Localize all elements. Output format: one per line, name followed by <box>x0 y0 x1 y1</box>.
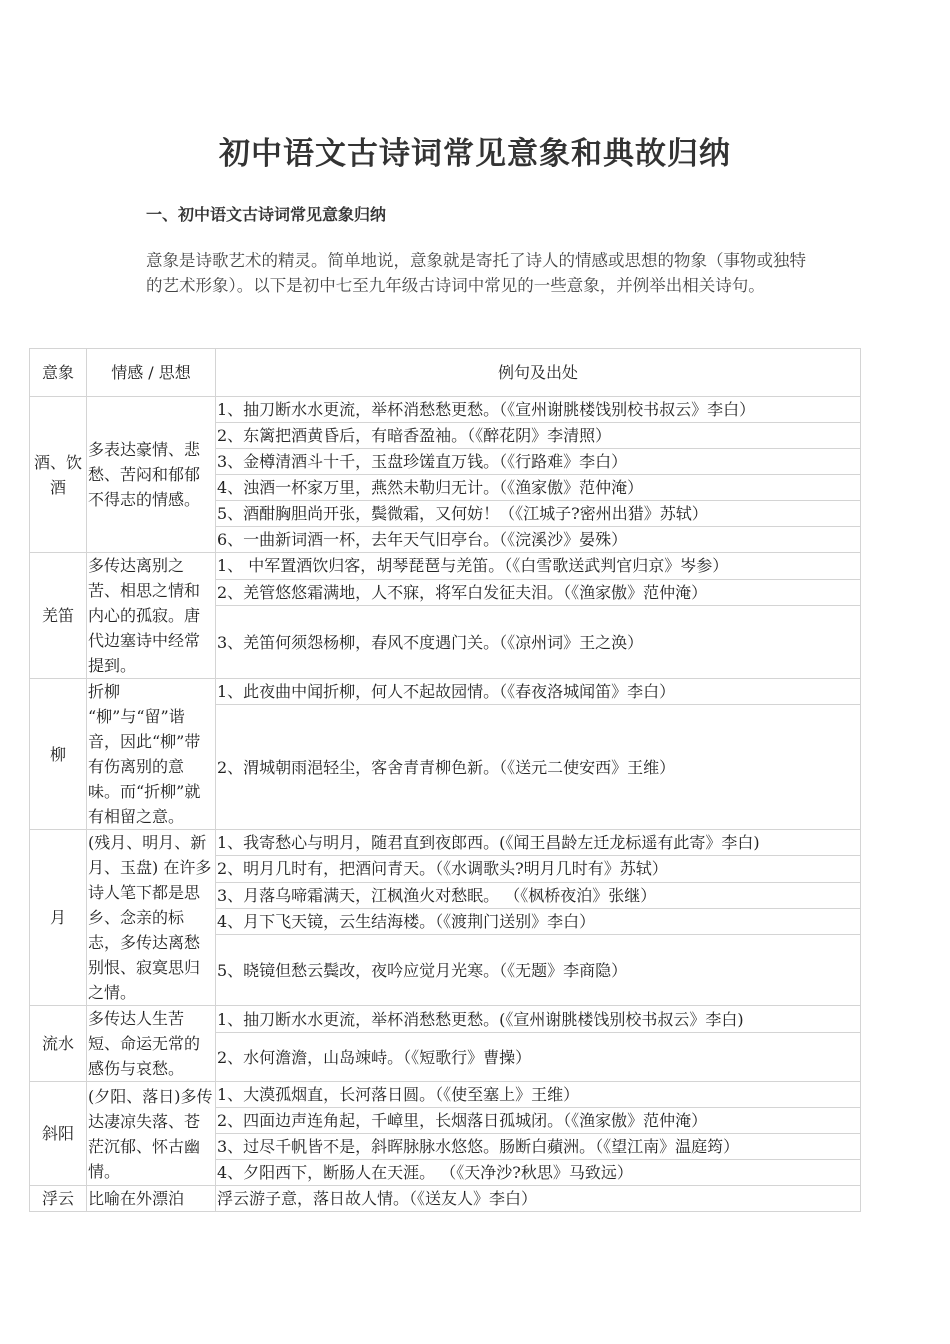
example-cell: 5、酒酣胸胆尚开张，鬓微霜，又何妨！（《江城子?密州出猎》苏轼） <box>216 501 861 527</box>
example-cell: 4、月下飞天镜，云生结海楼。（《渡荆门送别》李白） <box>216 908 861 934</box>
example-cell: 1、此夜曲中闻折柳，何人不起故园情。（《春夜洛城闻笛》李白） <box>216 679 861 705</box>
intro-paragraph: 意象是诗歌艺术的精灵。简单地说，意象就是寄托了诗人的情感或思想的物象（事物或独特的艺术形象）。以下是初中七至九年级古诗词中常见的一些意象，并例举出相关诗句。 <box>146 251 806 295</box>
emotion-cell: 多传达人生苦短、命运无常的感伤与哀愁。 <box>87 1006 216 1082</box>
example-cell: 4、浊酒一杯家万里，燕然未勒归无计。（《渔家傲》范仲淹） <box>216 475 861 501</box>
table-header <box>30 349 861 397</box>
example-cell: 2、水何澹澹，山岛竦峙。（《短歌行》曹操） <box>216 1033 861 1082</box>
example-cell: 1、大漠孤烟直，长河落日圆。（《使至塞上》王维） <box>216 1082 861 1108</box>
emotion-cell: 多表达豪情、悲愁、苦闷和郁郁不得志的情感。 <box>87 397 216 553</box>
example-cell: 5、晓镜但愁云鬓改，夜吟应觉月光寒。（《无题》李商隐） <box>216 935 861 1006</box>
table-body <box>30 397 861 1212</box>
emotion-cell: (夕阳、落日)多传达凄凉失落、苍茫沉郁、怀古幽情。 <box>87 1082 216 1186</box>
example-cell: 3、羌笛何须怨杨柳，春风不度遇门关。（《凉州词》王之涣） <box>216 606 861 679</box>
imagery-cell: 月 <box>30 830 87 1006</box>
example-cell: 3、月落乌啼霜满天，江枫渔火对愁眠。 （《枫桥夜泊》张继） <box>216 882 861 908</box>
header-examples: 例句及出处 <box>216 349 861 397</box>
imagery-cell: 流水 <box>30 1006 87 1082</box>
imagery-cell: 羌笛 <box>30 553 87 679</box>
example-cell: 1、抽刀断水水更流，举杯消愁愁更愁。（《宣州谢朓楼饯别校书叔云》李白） <box>216 397 861 423</box>
emotion-cell: 比喻在外漂泊 <box>87 1186 216 1212</box>
table-row <box>30 1006 861 1033</box>
table-row <box>30 1186 861 1212</box>
example-cell: 3、金樽清酒斗十千，玉盘珍馐直万钱。（《行路难》李白） <box>216 449 861 475</box>
example-cell: 浮云游子意，落日故人情。（《送友人》李白） <box>216 1186 861 1212</box>
table-row <box>30 1082 861 1108</box>
example-cell: 6、一曲新词酒一杯，去年天气旧亭台。（《浣溪沙》晏殊） <box>216 527 861 553</box>
table-row <box>30 553 861 580</box>
example-cell: 4、夕阳西下，断肠人在天涯。 （《天净沙?秋思》马致远） <box>216 1160 861 1186</box>
emotion-cell: (残月、明月、新月、玉盘) 在许多诗人笔下都是思乡、念亲的标志，多传达离愁别恨、寂寞思归之情。 <box>87 830 216 1006</box>
example-cell: 2、渭城朝雨浥轻尘，客舍青青柳色新。（《送元二使安西》王维） <box>216 705 861 830</box>
page-title: 初中语文古诗词常见意象和典故归纳 <box>219 136 731 172</box>
imagery-cell: 酒、饮酒 <box>30 397 87 553</box>
imagery-table <box>29 348 861 1212</box>
example-cell: 2、明月几时有，把酒问青天。（《水调歌头?明月几时有》苏轼） <box>216 856 861 882</box>
section-heading: 一、初中语文古诗词常见意象归纳 <box>146 205 387 224</box>
example-cell: 2、四面边声连角起，千嶂里，长烟落日孤城闭。（《渔家傲》范仲淹） <box>216 1108 861 1134</box>
emotion-cell: 多传达离别之苦、相思之情和内心的孤寂。唐代边塞诗中经常提到。 <box>87 553 216 679</box>
example-cell: 1、我寄愁心与明月，随君直到夜郎西。(《闻王昌龄左迁龙标遥有此寄》李白) <box>216 830 861 856</box>
table-row <box>30 679 861 705</box>
header-imagery: 意象 <box>30 349 87 397</box>
header-emotion: 情感 / 思想 <box>87 349 216 397</box>
emotion-cell: 折柳 “柳”与“留”谐音，因此“柳”带有伤离别的意味。而“折柳”就有相留之意。 <box>87 679 216 830</box>
example-cell: 1、抽刀断水水更流，举杯消愁愁更愁。(《宣州谢朓楼饯别校书叔云》李白) <box>216 1006 861 1033</box>
imagery-cell: 柳 <box>30 679 87 830</box>
example-cell: 2、羌管悠悠霜满地，人不寐，将军白发征夫泪。（《渔家傲》范仲淹） <box>216 579 861 606</box>
example-cell: 2、东篱把酒黄昏后，有暗香盈袖。（《醉花阴》李清照） <box>216 423 861 449</box>
table-row <box>30 830 861 856</box>
imagery-cell: 浮云 <box>30 1186 87 1212</box>
example-cell: 3、过尽千帆皆不是，斜晖脉脉水悠悠。肠断白蘋洲。（《望江南》温庭筠） <box>216 1134 861 1160</box>
imagery-cell: 斜阳 <box>30 1082 87 1186</box>
header-row <box>30 349 861 397</box>
example-cell: 1、 中军置酒饮归客，胡琴琵琶与羌笛。（《白雪歌送武判官归京》岑参） <box>216 553 861 580</box>
table-row <box>30 397 861 423</box>
